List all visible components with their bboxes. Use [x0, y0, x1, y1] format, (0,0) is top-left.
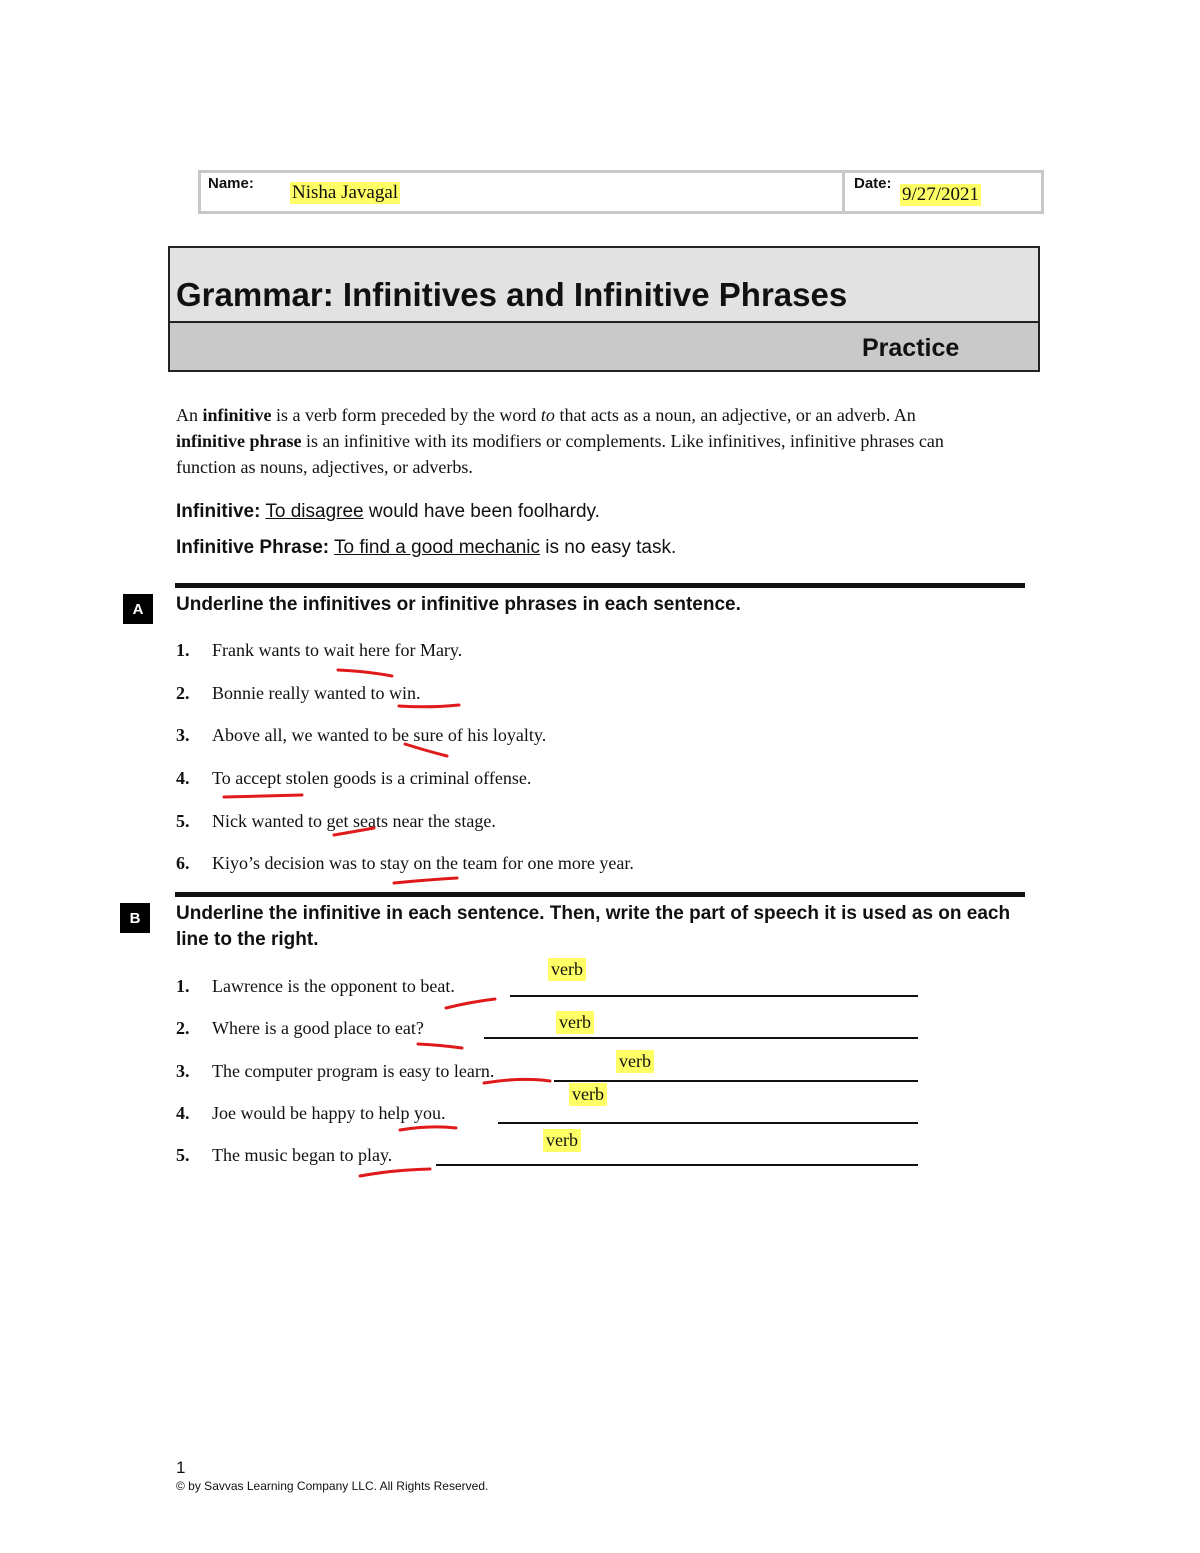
- pen-mark: [446, 999, 495, 1008]
- list-item: 4. Joe would be happy to help you.: [176, 1103, 446, 1123]
- pen-mark: [224, 795, 302, 797]
- list-item: 2. Where is a good place to eat?: [176, 1018, 424, 1038]
- term-infinitive-phrase: infinitive phrase: [176, 431, 302, 451]
- list-item: 5. The music began to play.: [176, 1145, 393, 1165]
- answer-3[interactable]: verb: [616, 1050, 654, 1073]
- section-a-badge: A: [123, 594, 153, 624]
- answer-5[interactable]: verb: [543, 1129, 581, 1152]
- pen-mark: [418, 1044, 462, 1048]
- pen-mark: [338, 670, 392, 676]
- list-item: 5. Nick wanted to get seats near the stage.: [176, 811, 496, 831]
- pen-mark: [400, 1127, 456, 1130]
- name-label: Name:: [208, 175, 254, 192]
- page-title: Grammar: Infinitives and Infinitive Phrases: [176, 276, 848, 313]
- example-infinitive: Infinitive: To disagree would have been foolhardy.: [176, 501, 600, 522]
- page-subtitle: Practice: [862, 334, 960, 362]
- answer-4[interactable]: verb: [569, 1083, 607, 1106]
- pen-mark: [360, 1169, 430, 1176]
- list-item: 1. Frank wants to wait here for Mary.: [176, 640, 463, 660]
- pen-mark: [484, 1079, 550, 1083]
- example-infinitive-phrase: Infinitive Phrase: To find a good mechanic is no easy task.: [176, 537, 677, 558]
- section-b-badge: B: [120, 903, 150, 933]
- list-item: 3. The computer program is easy to learn.: [176, 1061, 495, 1081]
- name-field[interactable]: Nisha Javagal: [292, 182, 399, 203]
- date-field[interactable]: 9/27/2021: [902, 184, 980, 205]
- pen-mark: [334, 828, 374, 835]
- section-a-instruction: Underline the infinitives or infinitive phrases in each sentence.: [176, 594, 741, 615]
- copyright: © by Savvas Learning Company LLC. All Rights Reserved.: [176, 1479, 489, 1493]
- section-b-instruction: Underline the infinitive in each sentence. Then, write the part of speech it is used as on each line to the right.: [176, 903, 1011, 950]
- intro-paragraph: An infinitive is a verb form preceded by the word to that acts as a noun, an adjective, or an adverb. An infinitive phrase is an infinitive with its modifiers or complements. Like infinitives, infinitive phrases can function as nouns, adjectives, or adverbs.: [176, 405, 944, 477]
- list-item: 2. Bonnie really wanted to win.: [176, 683, 421, 703]
- pen-mark: [394, 878, 457, 883]
- term-infinitive: infinitive: [202, 405, 272, 425]
- page-number: 1: [176, 1458, 186, 1477]
- pen-mark: [405, 744, 447, 756]
- list-item: 3. Above all, we wanted to be sure of his loyalty.: [176, 725, 547, 745]
- pen-mark: [399, 705, 459, 707]
- list-item: 4. To accept stolen goods is a criminal offense.: [176, 768, 532, 788]
- answer-1[interactable]: verb: [548, 958, 586, 981]
- list-item: 6. Kiyo’s decision was to stay on the team for one more year.: [176, 853, 634, 873]
- answer-2[interactable]: verb: [556, 1011, 594, 1034]
- date-label: Date:: [854, 175, 892, 192]
- list-item: 1. Lawrence is the opponent to beat.: [176, 976, 455, 996]
